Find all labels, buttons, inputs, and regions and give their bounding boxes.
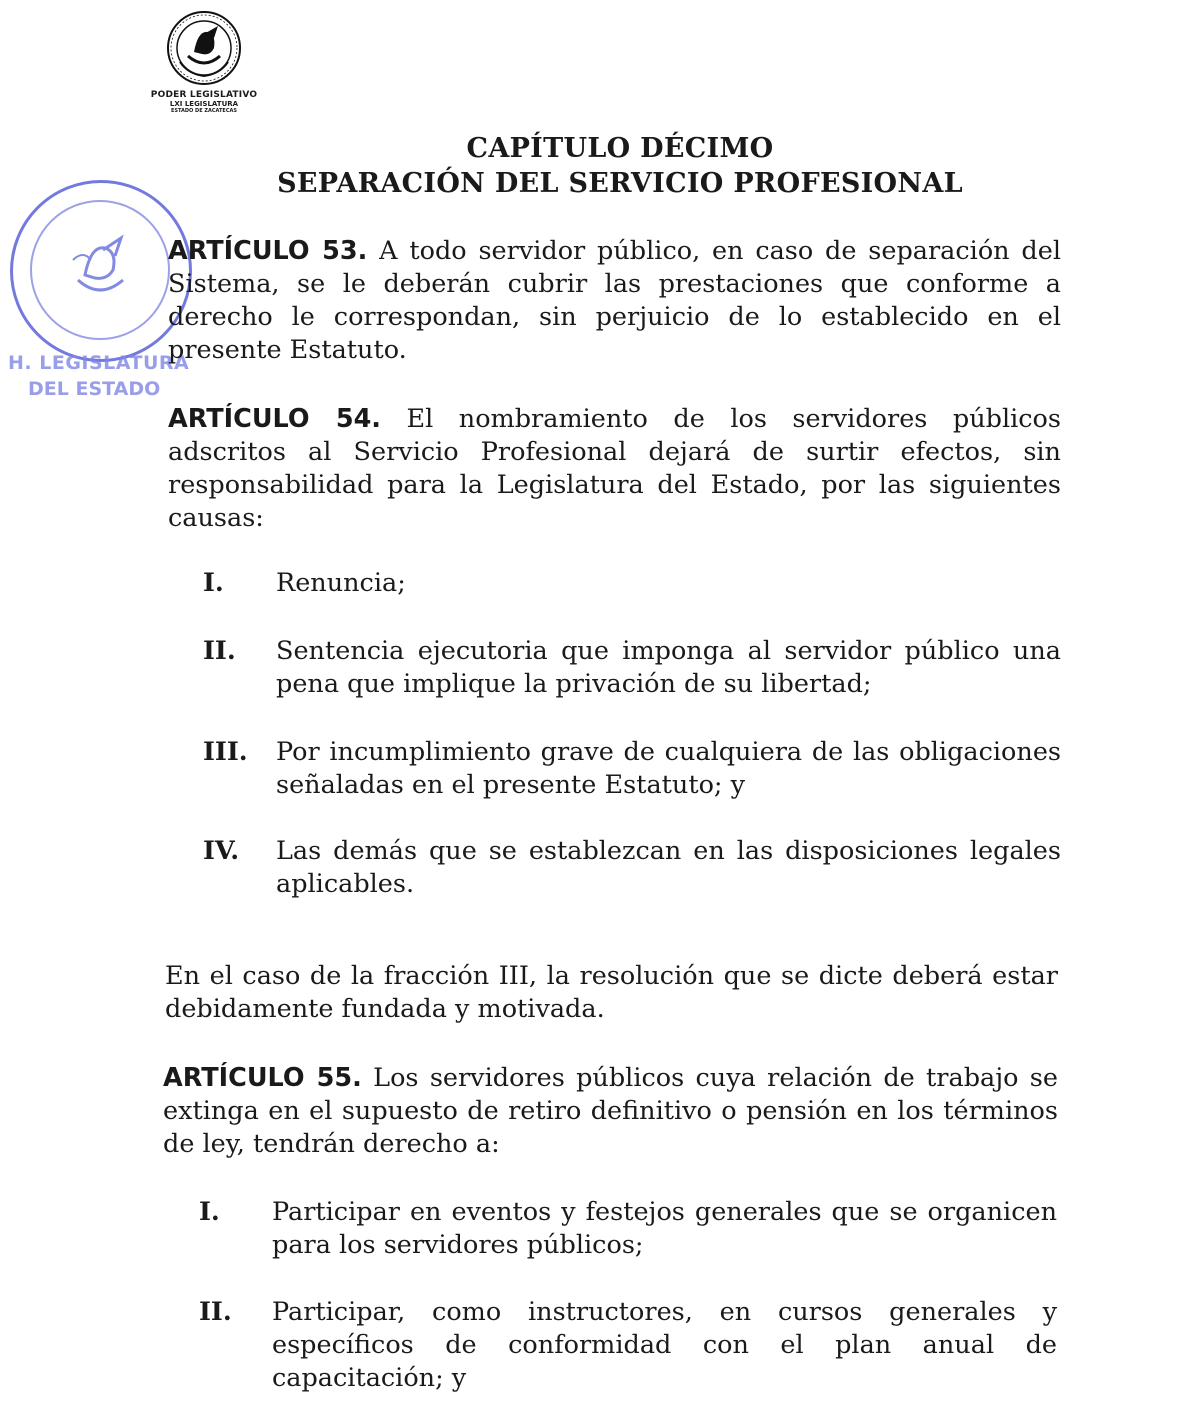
- article-55: [163, 1062, 1058, 1161]
- article-54: [168, 403, 1061, 535]
- article-53: [168, 235, 1061, 367]
- item-text: Por incumplimiento grave de cualquiera de las obligaciones señaladas en el presente Estatuto; y: [276, 737, 1061, 800]
- org-line-1: PODER LEGISLATIVO: [150, 90, 258, 100]
- item-text: Las demás que se establezcan en las disposiciones legales aplicables.: [276, 836, 1061, 899]
- article-54-text: El nombramiento de los servidores públicos adscritos al Servicio Profesional dejará de surtir efectos, sin responsabilidad para la Legislatura del Estado, por las siguientes causas:: [168, 404, 1061, 533]
- item-number: IV.: [203, 836, 240, 866]
- item-text: Participar, como instructores, en cursos generales y específicos de conformidad con el plan anual de capacitación; y: [272, 1297, 1057, 1393]
- stamp-text-line-2: DEL ESTADO: [28, 378, 161, 400]
- legislature-logo: [148, 8, 260, 114]
- stamp-text-line-1: H. LEGISLATURA: [8, 352, 190, 374]
- article-53-label: ARTÍCULO 53.: [168, 236, 368, 266]
- article-55-label: ARTÍCULO 55.: [163, 1063, 362, 1093]
- article-54-closing: En el caso de la fracción III, la resolución que se dicte deberá estar debidamente fundada y motivada.: [165, 961, 1058, 1024]
- chapter-subtitle: SEPARACIÓN DEL SERVICIO PROFESIONAL: [277, 168, 963, 199]
- article-53-text: A todo servidor público, en caso de separación del Sistema, se le deberán cubrir las prestaciones que conforme a derecho le correspondan, sin perjuicio de lo establecido en el presente Estatuto.: [168, 236, 1061, 365]
- item-text: Sentencia ejecutoria que imponga al servidor público una pena que implique la privación de su libertad;: [276, 636, 1061, 699]
- item-text: Participar en eventos y festejos generales que se organicen para los servidores públicos;: [272, 1197, 1057, 1260]
- item-number: II.: [199, 1297, 232, 1327]
- chapter-title: CAPÍTULO DÉCIMO: [466, 133, 774, 164]
- org-line-3: ESTADO DE ZACATECAS: [171, 108, 237, 114]
- coat-of-arms-icon: [158, 8, 250, 88]
- item-number: III.: [203, 737, 248, 767]
- item-number: I.: [199, 1197, 220, 1227]
- org-line-2: LXI LEGISLATURA: [169, 100, 239, 108]
- item-number: II.: [203, 636, 236, 666]
- item-text: Renuncia;: [276, 568, 406, 598]
- article-55-text: Los servidores públicos cuya relación de trabajo se extinga en el supuesto de retiro definitivo o pensión en los términos de ley, tendrán derecho a:: [163, 1063, 1058, 1159]
- item-number: I.: [203, 568, 224, 598]
- stamp-eagle-icon: [53, 220, 148, 315]
- article-54-label: ARTÍCULO 54.: [168, 404, 381, 434]
